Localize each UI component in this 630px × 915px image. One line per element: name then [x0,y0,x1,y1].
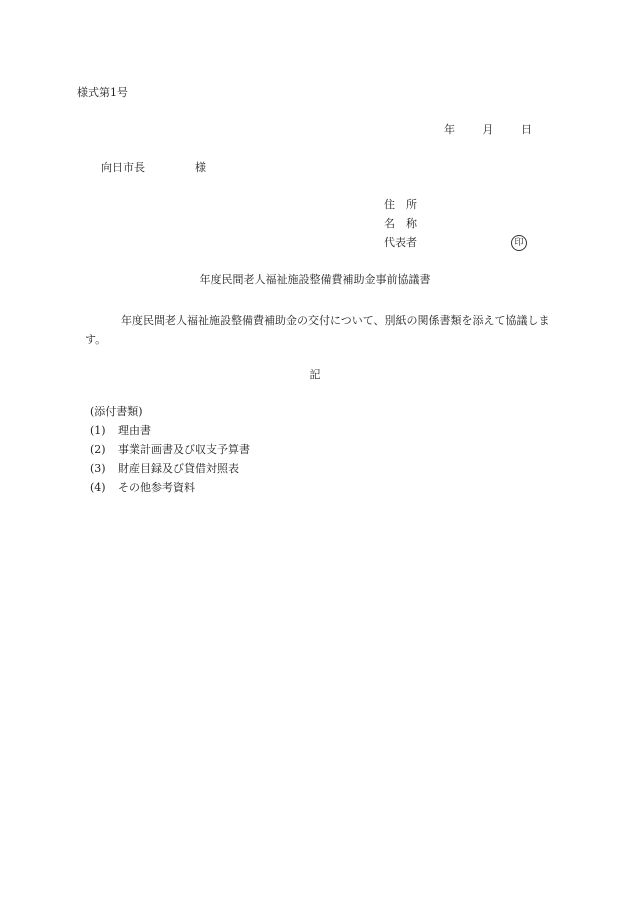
seal-mark: 印 [511,235,527,251]
attachment-label: その他参考資料 [118,481,195,494]
attachment-item [90,481,250,500]
attachment-label: 事業計画書及び収支予算書 [118,443,250,456]
document-title: 年度民間老人福祉施設整備費補助金事前協議書 [199,273,431,286]
attachment-item [90,462,250,481]
attachment-label: 理由書 [118,424,151,437]
body-paragraph: 年度民間老人福祉施設整備費補助金の交付について、別紙の関係書類を添えて協議します。 [85,314,550,346]
name-label: 名 称 [384,217,417,230]
addressee [101,161,206,175]
form-number: 様式第1号 [77,86,128,99]
attachment-label: 財産目録及び貸借対照表 [118,462,239,475]
attachment-number: (4) [90,481,106,494]
representative-label: 代表者 [384,236,417,249]
attachments-list [90,405,250,500]
addressee-name: 向日市長 [101,161,145,174]
date-line [444,123,532,137]
attachment-number: (1) [90,424,106,437]
attachment-item [90,424,250,443]
applicant-block [384,198,417,255]
attachment-item [90,443,250,462]
date-day: 日 [521,123,532,136]
date-year: 年 [444,123,455,136]
attachment-number: (2) [90,443,106,456]
attachment-number: (3) [90,462,106,475]
attachments-heading: (添付書類) [90,405,143,418]
date-month: 月 [482,123,494,136]
ki-heading: 記 [309,368,321,381]
addressee-honorific: 様 [195,161,206,174]
address-label: 住 所 [384,198,417,211]
